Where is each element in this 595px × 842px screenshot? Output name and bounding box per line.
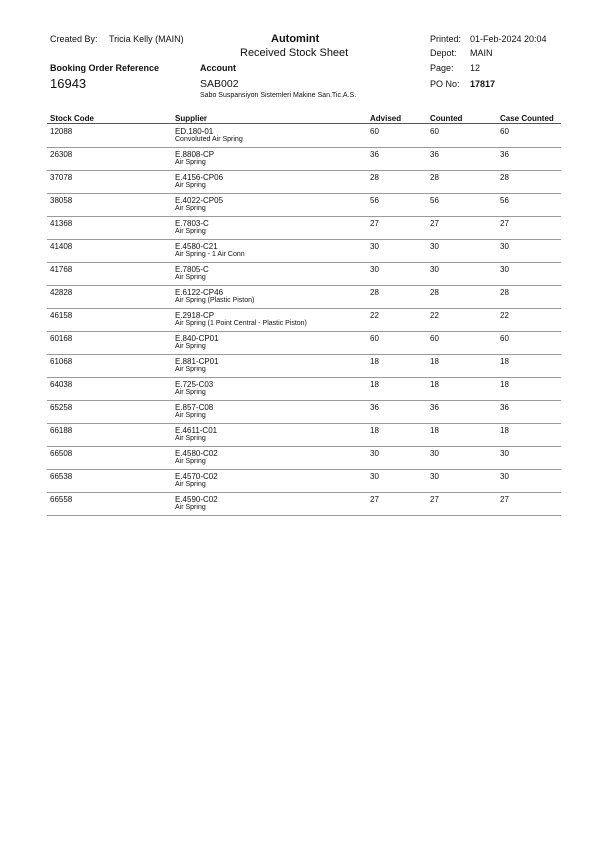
advised-cell: 36: [370, 150, 379, 159]
stock-code-cell: 41368: [50, 219, 73, 228]
table-row: [47, 308, 561, 332]
description-cell: Air Spring: [175, 205, 206, 212]
supplier-code-cell: E.4590-C02: [175, 495, 218, 504]
supplier-code-cell: E.4022-CP05: [175, 196, 224, 205]
description-cell: Convoluted Air Spring: [175, 136, 243, 143]
stock-code-cell: 65258: [50, 403, 73, 412]
stock-code-cell: 12088: [50, 127, 73, 136]
description-cell: Air Spring: [175, 435, 206, 442]
supplier-code-cell: E.7805-C: [175, 265, 209, 274]
advised-cell: 28: [370, 288, 379, 297]
page-label: Page:: [430, 63, 454, 73]
counted-cell: 36: [430, 150, 439, 159]
col-header-stock-code: Stock Code: [50, 114, 95, 123]
company-name: Automint: [271, 33, 320, 45]
col-header-supplier: Supplier: [175, 114, 208, 123]
supplier-code-cell: E.4570-C02: [175, 472, 218, 481]
table-row: [47, 193, 561, 217]
description-cell: Air Spring: [175, 343, 206, 350]
supplier-code-cell: E.4580-C02: [175, 449, 218, 458]
supplier-code-cell: E.2918-CP: [175, 311, 215, 320]
description-cell: Air Spring: [175, 274, 206, 281]
booking-ref-value: 16943: [50, 76, 87, 91]
counted-cell: 18: [430, 426, 439, 435]
supplier-code-cell: E.725-C03: [175, 380, 214, 389]
counted-cell: 27: [430, 495, 439, 504]
table-row: [47, 423, 561, 447]
stock-code-cell: 42828: [50, 288, 73, 297]
advised-cell: 56: [370, 196, 379, 205]
supplier-code-cell: E.8808-CP: [175, 150, 215, 159]
counted-cell: 18: [430, 357, 439, 366]
stock-code-cell: 37078: [50, 173, 73, 182]
description-cell: Air Spring: [175, 228, 206, 235]
counted-cell: 60: [430, 127, 439, 136]
advised-cell: 30: [370, 242, 379, 251]
supplier-code-cell: E.6122-CP46: [175, 288, 224, 297]
printed-value: 01-Feb-2024 20:04: [470, 34, 547, 44]
created-by-value: Tricia Kelly (MAIN): [109, 34, 184, 44]
advised-cell: 30: [370, 265, 379, 274]
case-counted-cell: 30: [500, 242, 509, 251]
counted-cell: 18: [430, 380, 439, 389]
description-cell: Air Spring: [175, 159, 206, 166]
counted-cell: 36: [430, 403, 439, 412]
counted-cell: 30: [430, 242, 439, 251]
table-row: [47, 377, 561, 401]
counted-cell: 30: [430, 265, 439, 274]
table-row: [47, 262, 561, 286]
counted-cell: 30: [430, 472, 439, 481]
case-counted-cell: 27: [500, 495, 509, 504]
description-cell: Air Spring: [175, 481, 206, 488]
case-counted-cell: 28: [500, 288, 509, 297]
advised-cell: 28: [370, 173, 379, 182]
advised-cell: 18: [370, 426, 379, 435]
page-title: Received Stock Sheet: [240, 47, 349, 59]
advised-cell: 22: [370, 311, 379, 320]
case-counted-cell: 18: [500, 357, 509, 366]
case-counted-cell: 30: [500, 265, 509, 274]
counted-cell: 28: [430, 173, 439, 182]
account-name: Sabo Suspansiyon Sistemleri Makine San.Tic.A.S.: [200, 92, 357, 99]
table-row: [47, 469, 561, 493]
col-header-counted: Counted: [430, 114, 463, 123]
stock-code-cell: 64038: [50, 380, 73, 389]
counted-cell: 56: [430, 196, 439, 205]
printed-label: Printed:: [430, 34, 462, 44]
advised-cell: 36: [370, 403, 379, 412]
counted-cell: 22: [430, 311, 439, 320]
table-row: [47, 400, 561, 424]
col-header-case-counted: Case Counted: [500, 114, 554, 123]
advised-cell: 60: [370, 127, 379, 136]
booking-ref-label: Booking Order Reference: [50, 63, 160, 73]
advised-cell: 30: [370, 472, 379, 481]
table-row: [47, 124, 561, 148]
case-counted-cell: 60: [500, 334, 509, 343]
advised-cell: 18: [370, 357, 379, 366]
supplier-code-cell: E.7803-C: [175, 219, 209, 228]
case-counted-cell: 30: [500, 449, 509, 458]
counted-cell: 60: [430, 334, 439, 343]
advised-cell: 27: [370, 219, 379, 228]
page-value: 12: [470, 63, 481, 73]
table-row: [47, 446, 561, 470]
description-cell: Air Spring - 1 Air Conn: [175, 251, 245, 258]
stock-code-cell: 46158: [50, 311, 73, 320]
table-row: [47, 147, 561, 171]
advised-cell: 60: [370, 334, 379, 343]
stock-code-cell: 26308: [50, 150, 73, 159]
supplier-code-cell: E.4156-CP06: [175, 173, 224, 182]
table-row: [47, 331, 561, 355]
case-counted-cell: 28: [500, 173, 509, 182]
table-row: [47, 354, 561, 378]
stock-code-cell: 41408: [50, 242, 73, 251]
supplier-code-cell: E.4580-C21: [175, 242, 218, 251]
stock-code-cell: 61068: [50, 357, 73, 366]
description-cell: Air Spring (1 Point Central - Plastic Piston): [175, 320, 307, 327]
counted-cell: 27: [430, 219, 439, 228]
po-value: 17817: [470, 79, 496, 89]
case-counted-cell: 18: [500, 380, 509, 389]
stock-code-cell: 66558: [50, 495, 73, 504]
case-counted-cell: 30: [500, 472, 509, 481]
created-by-label: Created By:: [50, 34, 98, 44]
supplier-code-cell: E.840-CP01: [175, 334, 219, 343]
case-counted-cell: 27: [500, 219, 509, 228]
stock-code-cell: 66538: [50, 472, 73, 481]
case-counted-cell: 36: [500, 403, 509, 412]
depot-label: Depot:: [430, 48, 457, 58]
description-cell: Air Spring: [175, 182, 206, 189]
supplier-code-cell: E.4611-C01: [175, 426, 218, 435]
account-value: SAB002: [200, 78, 239, 90]
depot-value: MAIN: [470, 48, 493, 58]
description-cell: Air Spring (Plastic Piston): [175, 297, 255, 304]
counted-cell: 28: [430, 288, 439, 297]
table-row: [47, 239, 561, 263]
case-counted-cell: 22: [500, 311, 509, 320]
description-cell: Air Spring: [175, 366, 206, 373]
supplier-code-cell: E.881-CP01: [175, 357, 219, 366]
account-label: Account: [200, 63, 236, 73]
description-cell: Air Spring: [175, 458, 206, 465]
table-row: [47, 285, 561, 309]
case-counted-cell: 56: [500, 196, 509, 205]
supplier-code-cell: E.857-C08: [175, 403, 214, 412]
stock-code-cell: 38058: [50, 196, 73, 205]
case-counted-cell: 36: [500, 150, 509, 159]
stock-code-cell: 66188: [50, 426, 73, 435]
advised-cell: 27: [370, 495, 379, 504]
table-row: [47, 492, 561, 516]
advised-cell: 30: [370, 449, 379, 458]
case-counted-cell: 60: [500, 127, 509, 136]
description-cell: Air Spring: [175, 412, 206, 419]
supplier-code-cell: ED.180-01: [175, 127, 214, 136]
advised-cell: 18: [370, 380, 379, 389]
table-row: [47, 216, 561, 240]
stock-code-cell: 60168: [50, 334, 73, 343]
table-row: [47, 170, 561, 194]
description-cell: Air Spring: [175, 504, 206, 511]
counted-cell: 30: [430, 449, 439, 458]
stock-code-cell: 41768: [50, 265, 73, 274]
stock-code-cell: 66508: [50, 449, 73, 458]
case-counted-cell: 18: [500, 426, 509, 435]
description-cell: Air Spring: [175, 389, 206, 396]
col-header-advised: Advised: [370, 114, 402, 123]
po-label: PO No:: [430, 79, 460, 89]
